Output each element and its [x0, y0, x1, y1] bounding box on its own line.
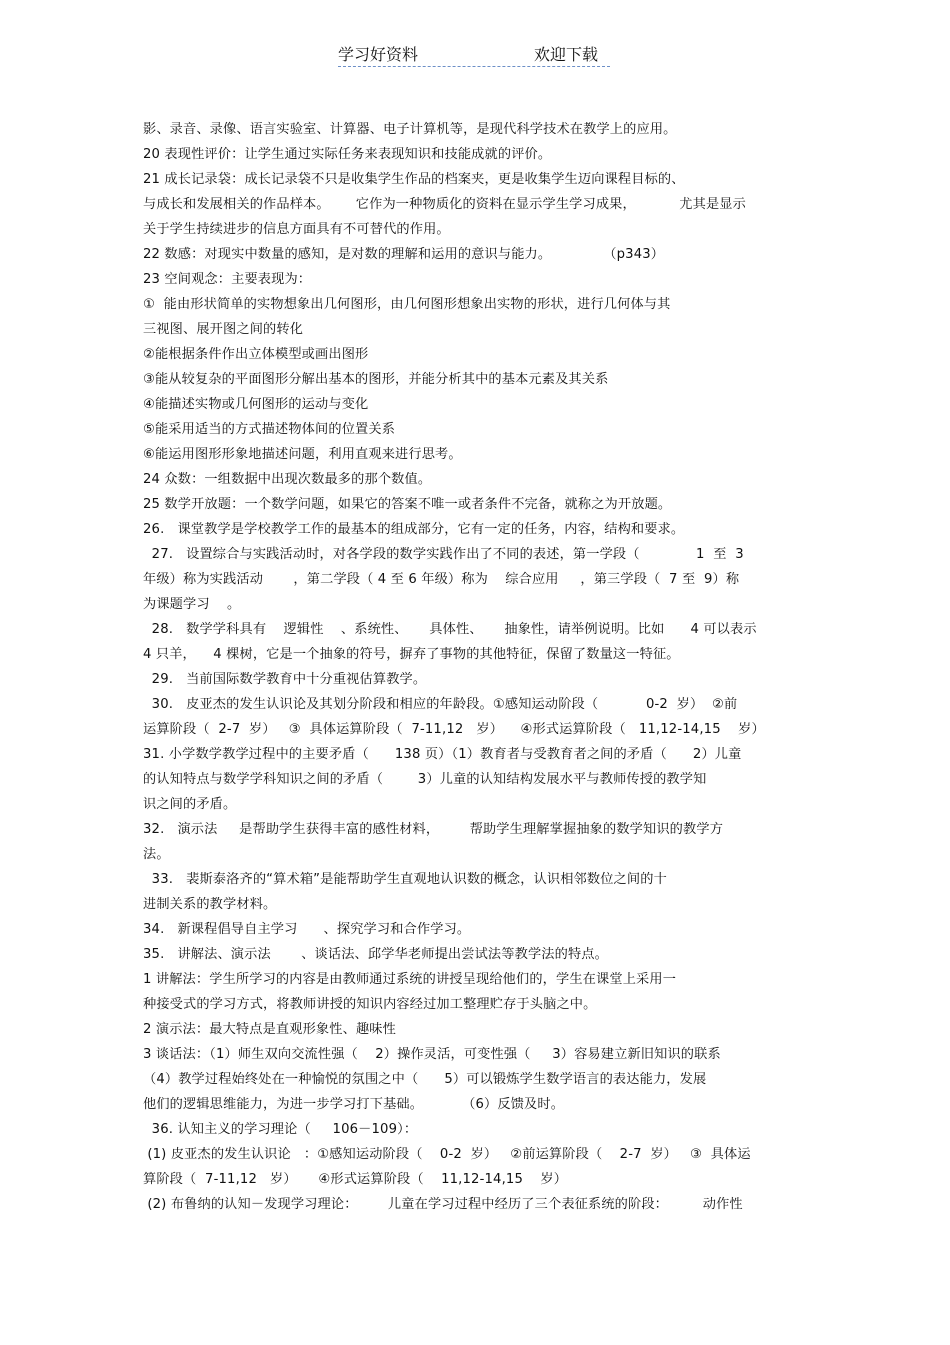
- text-line: ③能从较复杂的平面图形分解出基本的图形，并能分析其中的基本元素及其关系: [143, 372, 609, 387]
- text-line: 34. 新课程倡导自主学习 、探究学习和合作学习。: [143, 922, 471, 937]
- text-line: 36. 认知主义的学习理论（ 106－109）：: [143, 1122, 418, 1137]
- text-line: ⑤能采用适当的方式描述物体间的位置关系: [143, 422, 396, 437]
- text-line: 20 表现性评价：让学生通过实际任务来表现知识和技能成就的评价。: [143, 147, 552, 162]
- text-line: 他们的逻辑思维能力，为进一步学习打下基础。 （6）反馈及时。: [143, 1097, 565, 1112]
- text-line: 3 谈话法：（1）师生双向交流性强（ 2）操作灵活，可变性强（ 3）容易建立新旧知识的联系: [143, 1047, 721, 1062]
- text-line: 26. 课堂教学是学校教学工作的最基本的组成部分，它有一定的任务，内容，结构和要求。: [143, 522, 685, 537]
- text-line: 识之间的矛盾。: [143, 797, 237, 812]
- text-line: ②能根据条件作出立体模型或画出图形: [143, 347, 369, 362]
- text-line: 30. 皮亚杰的发生认识论及其划分阶段和相应的年龄段。①感知运动阶段（ 0-2 岁） ②前: [143, 697, 738, 712]
- text-line: 27. 设置综合与实践活动时，对各学段的数学实践作出了不同的表述，第一学段（ 1 至 3: [143, 547, 744, 562]
- text-line: ④能描述实物或几何图形的运动与变化: [143, 397, 369, 412]
- text-line: 29. 当前国际数学教育中十分重视估算教学。: [143, 672, 427, 687]
- text-line: 种接受式的学习方式，将教师讲授的知识内容经过加工整理贮存于头脑之中。: [143, 997, 597, 1012]
- document-body: [143, 117, 813, 1217]
- text-line: 25 数学开放题：一个数学问题，如果它的答案不唯一或者条件不完备，就称之为开放题。: [143, 497, 672, 512]
- text-line: 法。: [143, 847, 170, 862]
- text-line: 23 空间观念：主要表现为：: [143, 272, 312, 287]
- text-line: 运算阶段（ 2-7 岁） ③ 具体运算阶段（ 7-11,12 岁） ④形式运算阶段（ 11,12-14,15 岁）: [143, 722, 765, 737]
- text-line: (1) 皮亚杰的发生认识论 ：①感知运动阶段（ 0-2 岁） ②前运算阶段（ 2-7 岁） ③ 具体运: [143, 1147, 751, 1162]
- text-line: ① 能由形状简单的实物想象出几何图形，由几何图形想象出实物的形状，进行几何体与其: [143, 297, 671, 312]
- text-line: 22 数感：对现实中数量的感知，是对数的理解和运用的意识与能力。 （p343）: [143, 247, 665, 262]
- text-line: 32. 演示法 是帮助学生获得丰富的感性材料， 帮助学生理解掌握抽象的数学知识的教学方: [143, 822, 724, 837]
- text-line: 年级）称为实践活动 ，第二学段（ 4 至 6 年级）称为 综合应用 ，第三学段（ 7 至 9）称: [143, 572, 740, 587]
- text-line: 4 只羊， 4 棵树，它是一个抽象的符号，摒弃了事物的其他特征，保留了数量这一特征。: [143, 647, 680, 662]
- text-line: （4）教学过程始终处在一种愉悦的氛围之中（ 5）可以锻炼学生数学语言的表达能力，发展: [143, 1072, 707, 1087]
- header-right-text: 欢迎下载: [534, 45, 599, 64]
- text-line: 的认知特点与数学学科知识之间的矛盾（ 3）儿童的认知结构发展水平与教师传授的教学知: [143, 772, 707, 787]
- text-line: 算阶段（ 7-11,12 岁） ④形式运算阶段（ 11,12-14,15 岁）: [143, 1172, 568, 1187]
- header-left-text: 学习好资料: [338, 45, 419, 64]
- text-line: 31. 小学数学教学过程中的主要矛盾（ 138 页）（1）教育者与受教育者之间的矛盾（ 2）儿童: [143, 747, 742, 762]
- text-line: 2 演示法：最大特点是直观形象性、趣味性: [143, 1022, 396, 1037]
- text-line: 21 成长记录袋：成长记录袋不只是收集学生作品的档案夹，更是收集学生迈向课程目标的、: [143, 172, 685, 187]
- text-line: 28. 数学学科具有 逻辑性 、系统性、 具体性、 抽象性，请举例说明。比如 4 可以表示: [143, 622, 757, 637]
- text-line: 35. 讲解法、演示法 、谈话法、邱学华老师提出尝试法等教学法的特点。: [143, 947, 608, 962]
- text-line: (2) 布鲁纳的认知－发现学习理论： 儿童在学习过程中经历了三个表征系统的阶段： 动作性: [143, 1197, 743, 1212]
- text-line: 影、录音、录像、语言实验室、计算器、电子计算机等，是现代科学技术在教学上的应用。: [143, 122, 677, 137]
- text-line: 进制关系的教学材料。: [143, 897, 277, 912]
- text-line: ⑥能运用图形形象地描述问题，利用直观来进行思考。: [143, 447, 462, 462]
- page-header: [338, 40, 610, 67]
- text-line: 与成长和发展相关的作品样本。 它作为一种物质化的资料在显示学生学习成果， 尤其是显示: [143, 197, 746, 212]
- text-line: 关于学生持续进步的信息方面具有不可替代的作用。: [143, 222, 450, 237]
- text-line: 为课题学习 。: [143, 597, 241, 612]
- text-line: 24 众数：一组数据中出现次数最多的那个数值。: [143, 472, 432, 487]
- text-line: 33. 裴斯泰洛齐的“算术箱”是能帮助学生直观地认识数的概念，认识相邻数位之间的十: [143, 872, 667, 887]
- text-line: 1 讲解法：学生所学习的内容是由教师通过系统的讲授呈现给他们的，学生在课堂上采用一: [143, 972, 677, 987]
- text-line: 三视图、展开图之间的转化: [143, 322, 304, 337]
